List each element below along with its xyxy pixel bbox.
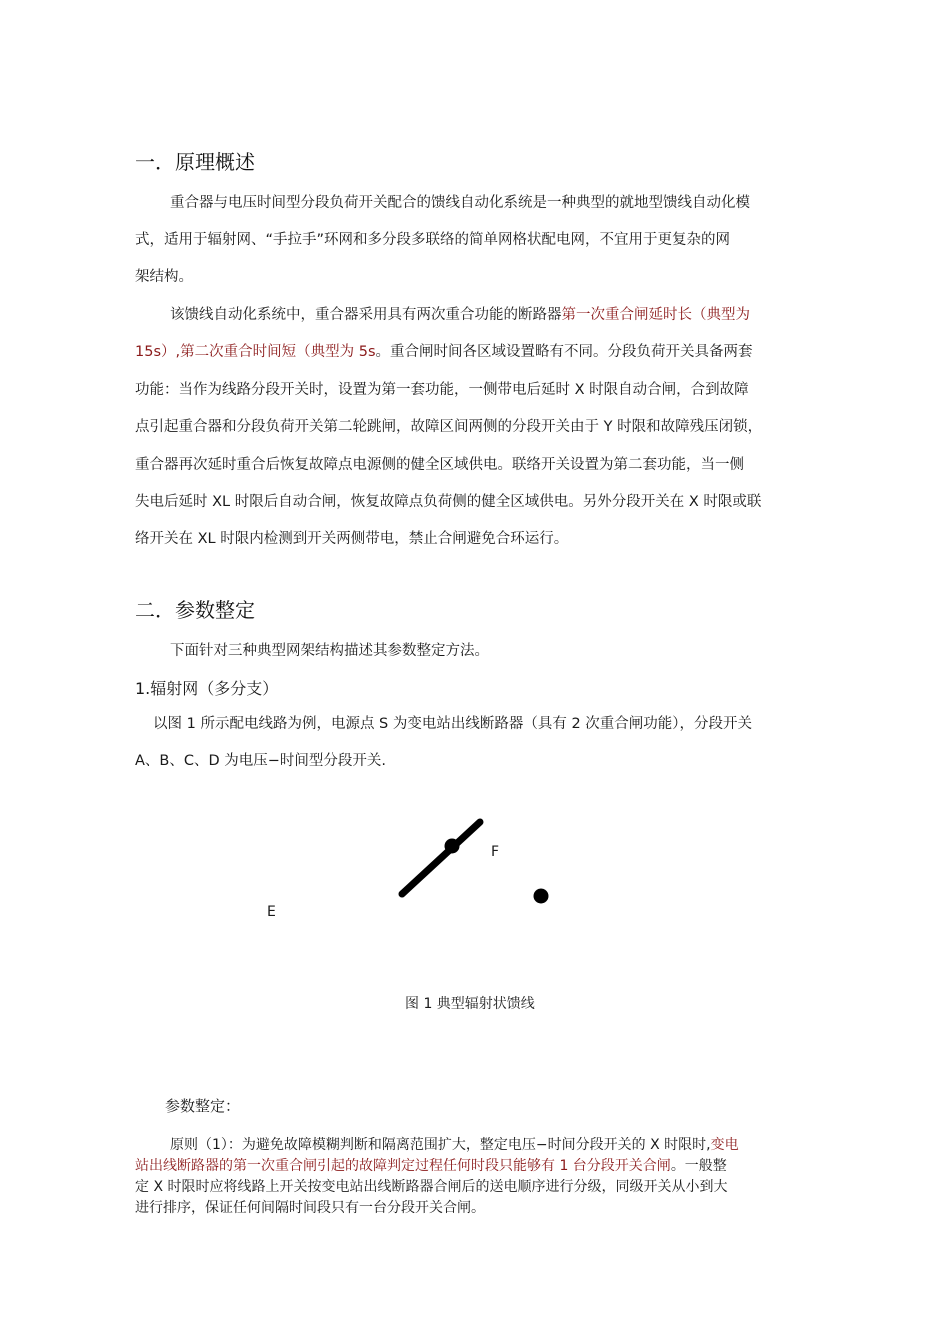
feeder-line: [402, 822, 480, 894]
principle-line2-black: 。一般整: [670, 1158, 727, 1174]
para1-line1: 重合器与电压时间型分段负荷开关配合的馈线自动化系统是一种典型的就地型馈线自动化模: [170, 195, 750, 211]
para2-line7: 络开关在 XL 时限内检测到开关两侧带电，禁止合闸避免合环运行。: [135, 531, 569, 547]
principle-line2-red: 站出线断路器的第一次重合闸引起的故障判定过程任何时段只能够有 1 台分段开关合闸: [135, 1158, 671, 1174]
figure-label-f: F: [491, 844, 500, 860]
radial-text-line2: A、B、C、D 为电压−时间型分段开关.: [135, 753, 387, 769]
principle-line1-black: 原则（1）：为避免故障模糊判断和隔离范围扩大，整定电压−时间分段开关的 X 时限时,: [170, 1137, 711, 1153]
para2-line1-red: 第一次重合闸延时长（典型为: [561, 307, 750, 323]
params-title: 参数整定：: [165, 1097, 241, 1115]
para1-line3: 架结构。: [135, 269, 193, 285]
para2-line2-red: 15s）,第二次重合时间短（典型为 5s: [135, 344, 376, 360]
endpoint-node: [534, 889, 549, 904]
figure-caption: 图 1 典型辐射状馈线: [405, 996, 535, 1012]
para2-line2: [135, 334, 753, 371]
para2-line4: 点引起重合器和分段负荷开关第二轮跳闸，故障区间两侧的分段开关由于 Y 时限和故障残压闭锁，: [135, 419, 763, 435]
para1-line2: 式，适用于辐射网、“手拉手”环网和多分段多联络的简单网格状配电网，不宜用于更复杂的网: [135, 232, 731, 248]
para2-line3: 功能：当作为线路分段开关时，设置为第一套功能，一侧带电后延时 X 时限自动合闸，合到故障: [135, 382, 749, 398]
para2-line1: [170, 297, 750, 334]
para2-line6: 失电后延时 XL 时限后自动合闸，恢复故障点负荷侧的健全区域供电。另外分段开关在 X 时限或联: [135, 494, 762, 510]
principle-line2: [135, 1155, 727, 1177]
section2-heading: 二．参数整定: [135, 598, 255, 622]
para2-line2-black: 。重合闸时间各区域设置略有不同。分段负荷开关具备两套: [375, 344, 753, 360]
principle-line4: 进行排序，保证任何间隔时间段只有一台分段开关合闸。: [135, 1200, 485, 1216]
principle-line1-red: 变电: [710, 1137, 739, 1153]
subsection-radial-heading: 1.辐射网（多分支）: [135, 679, 279, 698]
figure-label-e: E: [267, 904, 276, 920]
principle-line3: 定 X 时限时应将线路上开关按变电站出线断路器合闸后的送电顺序进行分级，同级开关从小到大: [135, 1179, 728, 1195]
para2-line1-black: 该馈线自动化系统中，重合器采用具有两次重合功能的断路器: [170, 307, 562, 323]
para2-line5: 重合器再次延时重合后恢复故障点电源侧的健全区域供电。联络开关设置为第二套功能，当一侧: [135, 457, 744, 473]
feeder-diagram: [390, 810, 560, 910]
radial-text-line1: 以图 1 所示配电线路为例，电源点 S 为变电站出线断路器（具有 2 次重合闸功能），分段开关: [153, 716, 753, 732]
principle-line1: [170, 1134, 739, 1156]
section2-intro: 下面针对三种典型网架结构描述其参数整定方法。: [170, 643, 489, 659]
switch-node: [445, 839, 460, 854]
section1-heading: 一．原理概述: [135, 150, 255, 174]
